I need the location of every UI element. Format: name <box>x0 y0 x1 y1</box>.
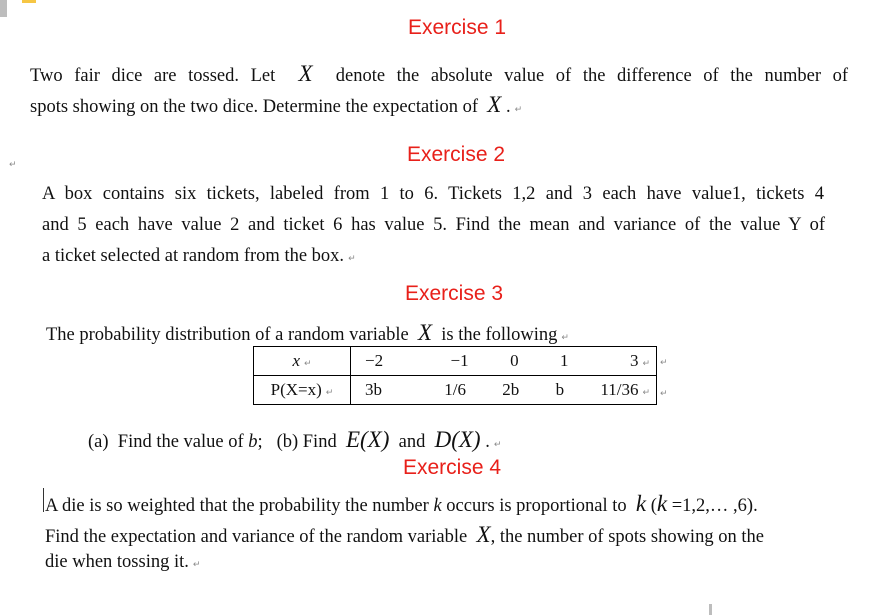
margin-corner-yellow <box>22 0 36 3</box>
cell-value: b <box>555 380 565 399</box>
paragraph-mark-icon: ↵ <box>304 359 312 369</box>
exercise-2-text <box>42 185 832 275</box>
exercise-2-line-2 <box>42 216 825 235</box>
paragraph-mark-icon: ↵ <box>493 440 502 450</box>
paragraph-mark-icon: ↵ <box>514 105 523 115</box>
paragraph-mark-icon: ↵ <box>192 560 201 570</box>
exercise-1-heading: Exercise 1 <box>408 16 507 39</box>
cell-value: 1 <box>560 351 569 370</box>
value-row-p <box>351 380 656 400</box>
cell-value: −1 <box>450 351 469 370</box>
exercise-3-heading: Exercise 3 <box>405 282 504 305</box>
exercise-1-line-2 <box>30 93 522 117</box>
text-run: A die is so weighted that the probability the number <box>45 496 429 516</box>
distribution-table <box>253 346 657 405</box>
paragraph-mark-icon: ↵ <box>561 333 569 343</box>
text-run: =1,2,… ,6). <box>671 496 758 516</box>
text-run: The probability distribution of a random variable <box>46 325 409 345</box>
text-run: ; <box>257 432 263 452</box>
variable-k: k <box>433 496 442 516</box>
table-row <box>254 347 657 376</box>
exercise-2-heading: Exercise 2 <box>407 143 506 166</box>
text-run: die when tossing it. <box>45 552 189 572</box>
variable-x: X <box>298 61 313 86</box>
text-run: (a) Find the value of <box>88 432 244 452</box>
exercise-4-line-3 <box>45 553 200 572</box>
table-row <box>254 376 657 405</box>
exercise-2-line-1 <box>42 185 824 204</box>
value-row-x <box>351 351 656 371</box>
cell-value: 3 <box>629 351 639 370</box>
text-run: ( <box>650 496 657 516</box>
margin-corner-gray <box>0 0 7 17</box>
exercise-1-text <box>30 62 850 122</box>
cell-value: 11/36 <box>600 380 639 399</box>
paragraph-mark-icon: ↵ <box>660 389 668 399</box>
paragraph-mark-icon: ↵ <box>642 359 650 369</box>
exercise-2-line-3 <box>42 247 356 266</box>
text-run: denote the absolute value of the difference of the number of <box>335 66 849 86</box>
text-run: Two fair dice are tossed. Let <box>30 66 276 86</box>
variable-x: X <box>476 522 491 547</box>
text-run: a ticket selected at random from the box. <box>42 246 345 266</box>
cell-value: −2 <box>365 351 384 370</box>
exercise-1-line-1 <box>30 62 848 86</box>
cell-value: 2b <box>502 380 520 399</box>
text-run: and 5 each have value 2 and ticket 6 has value 5. Find the mean and variance of the value Y of <box>42 215 825 235</box>
text-run: A box contains six tickets, labeled from 1 to 6. Tickets 1,2 and 3 each have value1, tickets 4 <box>42 184 824 204</box>
variance-expr: D(X) <box>434 427 481 452</box>
exercise-4-line-1 <box>45 492 758 516</box>
exercise-4-text <box>45 492 865 582</box>
exercise-4-heading: Exercise 4 <box>403 456 502 479</box>
table-cell-values-p <box>351 376 657 405</box>
table-cell-label-x <box>254 347 351 376</box>
exercise-3-intro <box>46 321 569 345</box>
text-run: spots showing on the two dice. Determine the expectation of <box>30 97 479 117</box>
text-run: . <box>485 432 490 452</box>
text-cursor <box>43 488 44 512</box>
variable-x: X <box>487 92 502 117</box>
variable-k: k <box>635 491 647 516</box>
variable-x: X <box>417 320 433 345</box>
cell-text: P(X=x) <box>270 380 322 399</box>
cell-value: 0 <box>510 351 519 370</box>
text-run: (b) Find <box>276 432 337 452</box>
text-run: occurs is proportional to <box>446 496 627 516</box>
table-cell-values-x <box>351 347 657 376</box>
cell-value: 1/6 <box>444 380 467 399</box>
cell-text: x <box>292 351 300 370</box>
variable-b: b <box>248 432 258 452</box>
paragraph-mark-icon: ↵ <box>348 254 356 264</box>
cell-value: 3b <box>365 380 382 399</box>
paragraph-mark-icon: ↵ <box>642 388 650 398</box>
text-run: Find the expectation and variance of the random variable <box>45 527 468 547</box>
exercise-3-question <box>88 428 501 452</box>
paragraph-mark-icon: ↵ <box>325 388 334 398</box>
table-cell-label-p <box>254 376 351 405</box>
text-run: , the number of spots showing on the <box>490 527 764 547</box>
paragraph-mark-icon: ↵ <box>9 160 17 170</box>
expectation-expr: E(X) <box>345 427 390 452</box>
page-edge-marker <box>709 604 712 615</box>
variable-k: k <box>656 491 668 516</box>
paragraph-mark-icon: ↵ <box>660 358 668 368</box>
text-run: . <box>505 97 511 117</box>
text-run: and <box>398 432 426 452</box>
text-run: is the following <box>441 325 558 345</box>
exercise-4-line-2 <box>45 523 764 547</box>
